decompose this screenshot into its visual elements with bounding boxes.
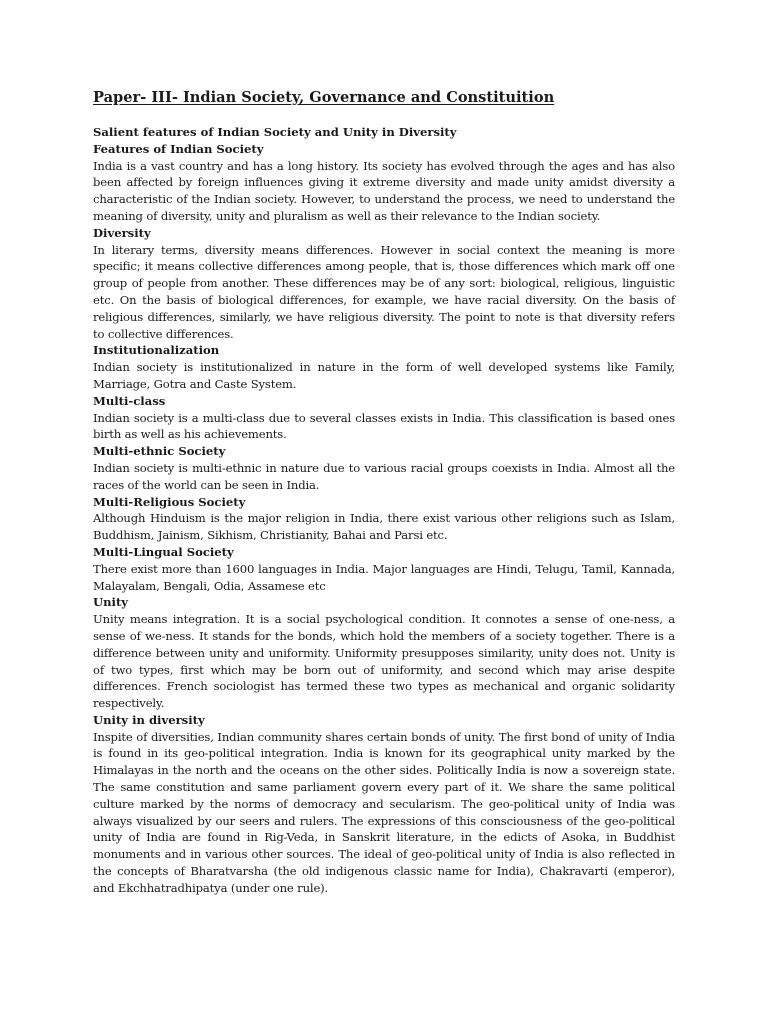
- section-heading: Multi-ethnic Society: [93, 444, 226, 459]
- paragraph: India is a vast country and has a long history. Its society has evolved through the ages and has also been affected by foreign influences giving it extreme diversity and made unity amidst diversity a characteristic of the Indian society. However, to understand the process, we need to understand the meaning of diversity, unity and pluralism as well as their relevance to the Indian society.: [93, 158, 675, 223]
- section-heading: Institutionalization: [93, 343, 220, 358]
- paragraph: Although Hinduism is the major religion in India, there exist various other religions such as Islam, Buddhism, Jainism, Sikhism, Christianity, Bahai and Parsi etc.: [93, 511, 675, 543]
- section-heading: Unity in diversity: [93, 712, 205, 727]
- section-heading: Multi-Lingual Society: [93, 544, 234, 559]
- paragraph: Indian society is a multi-class due to several classes exists in India. This classification is based ones birth as well as his achievements.: [93, 410, 675, 442]
- document-title: Paper- III- Indian Society, Governance and Constituition: [93, 89, 555, 106]
- paragraph: Inspite of diversities, Indian community shares certain bonds of unity. The first bond of unity of India is found in its geo-political integration. India is known for its geographical unity marked by the Himalayas in the north and the oceans on the other sides. Politically India is now a sovereign state. The same constitution and same parliament govern every part of it. We share the same political culture marked by the norms of democracy and secularism. The geo-political unity of India was always visualized by our seers and rulers. The expressions of this consciousness of the geo-political unity of India are found in Rig-Veda, in Sanskrit literature, in the edicts of Asoka, in Buddhist monuments and in various other sources. The ideal of geo-political unity of India is also reflected in the concepts of Bharatvarsha (the old indigenous classic name for India), Chakravarti (emperor), and Ekchhatradhipatya (under one rule).: [93, 729, 675, 895]
- section-heading: Unity: [93, 595, 129, 610]
- section-heading: Diversity: [93, 225, 151, 240]
- paragraph: Unity means integration. It is a social psychological condition. It connotes a sense of one-ness, a sense of we-ness. It stands for the bonds, which hold the members of a society together. There is a difference between unity and uniformity. Uniformity presupposes similarity, unity does not. Unity is of two types, first which may be born out of uniformity, and second which may arise despite differences. French sociologist has termed these two types as mechanical and organic solidarity respectively.: [93, 612, 675, 711]
- section-heading: Multi-class: [93, 393, 166, 408]
- paragraph: In literary terms, diversity means differences. However in social context the meaning is more specific; it means collective differences among people, that is, those differences which mark off one group of people from another. These differences may be of any sort: biological, religious, linguistic etc. On the basis of biological differences, for example, we have racial diversity. On the basis of religious differences, similarly, we have religious diversity. The point to note is that diversity refers to collective differences.: [93, 242, 675, 341]
- paragraph: Indian society is institutionalized in nature in the form of well developed systems like Family, Marriage, Gotra and Caste System.: [93, 360, 675, 391]
- paragraph: There exist more than 1600 languages in India. Major languages are Hindi, Telugu, Tamil, Kannada, Malayalam, Bengali, Odia, Assamese etc: [93, 561, 675, 593]
- paragraph: Indian society is multi-ethnic in nature due to various racial groups coexists in India. Almost all the races of the world can be seen in India.: [93, 460, 675, 492]
- section-heading: Features of Indian Society: [93, 141, 264, 156]
- section-heading: Salient features of Indian Society and Unity in Diversity: [93, 125, 457, 139]
- document-page: [93, 88, 675, 897]
- document-body: [93, 124, 675, 897]
- section-heading: Multi-Religious Society: [93, 494, 246, 509]
